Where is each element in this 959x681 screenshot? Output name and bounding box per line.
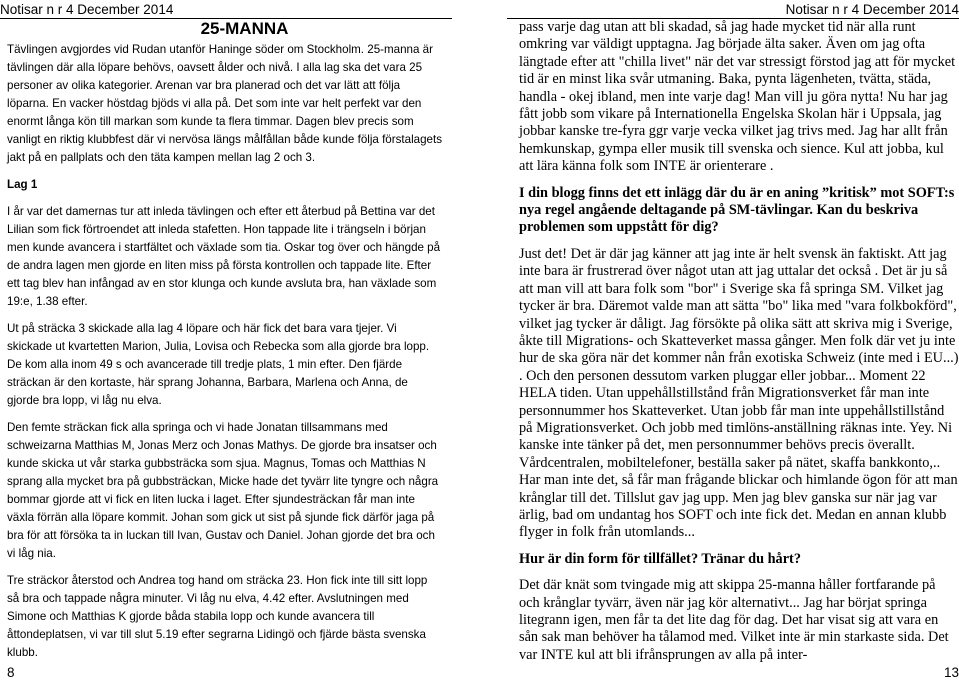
lag-heading: Lag 1 — [7, 178, 38, 191]
article-title: 25-MANNA — [200, 19, 289, 38]
right-header — [507, 0, 959, 19]
left-article — [0, 19, 452, 662]
interview-answer: Just det! Det är där jag känner att jag inte är helt svensk än faktiskt. Att jag inte bara är frustrerad över något utan att jag uttalar det också . Det är ju så att man vill att bara folk som "bor" i Sverige ska få springa SM. Vilket jag tycker är bra. Däremot valde man att sätta "bo" lika med "vara folkbokförd", vilket jag tycker är dåligt. Jag försökte på olika sätt att skriva mig i Sverige, åkte till Migrations- och Skatteverket massa gånger. Men folk där vet ju inte hur de ska göra när det kommer nån från exotiska Schweiz (inte med i EU...) . Och den personen dessutom varken pluggar eller jobbar... Moment 22 HELA tiden. Utan uppehållstillstånd från Migrationsverket får man inte personnummer hos Skatteverket. Utan jobb får man inte uppehållstillstånd på Migrationsverket. Och jobb med timlöns-anställning räknas inte. Yey. Ni kanske inte tänker på det, men personnummer behövs precis överallt. Vårdcentralen, mobiltelefoner, beställa saker på nätet, skaffa bankkonto,.. Har man inte det, så får man frågande blickar och himlande ögon för att man krånglar till det. Tillslut gav jag upp. Men jag blev ganska sur när jag var ärlig, bad om undantag hos SOFT och inte fick det. Medan en annan klubb flyger in folk från utomlands... — [519, 245, 959, 541]
page-number-left: 8 — [7, 665, 15, 680]
page-number-right: 13 — [943, 665, 959, 680]
article-paragraph: Den femte sträckan fick alla springa och vi hade Jonatan tillsammans med schweizarna Matthias M, Jonas Merz och Jonas Mathys. De gjorde bra insatser och kunde skicka ut vår starka gubbsträcka som sjua. Magnus, Tomas och Matthias N sprang alla mycket bra på gubbsträckan, Micke hade det tyvärr lite tyngre och några bommar gjorde att vi fick en liten lucka i laget. Efter sjundesträckan får man inte växla förrän alla löpare kommit. Johan som gick ut sist på sjunde fick därför jaga på bra för att försöka ta in luckan till Ivan, Gustav och Daniel. Johan gjorde det bra och vi låg nia. — [7, 421, 439, 560]
interview-answer: Det där knät som tvingade mig att skippa 25-manna håller fortfarande på och krånglar tyvärr, även när jag kör alternativt... Jag har börjat springa litegrann igen, men får ta det lite dag för dag. Det har visat sig att vara en sån sak man behöver ha tålamod med. Vilket inte är min starkaste sida. Det var INTE kul att bli ifrånsprungen av alla på inter- — [519, 577, 949, 663]
left-page — [0, 0, 452, 681]
header-title-left: Notisar n r 4 December 2014 — [0, 2, 174, 17]
right-article — [507, 19, 959, 664]
intro-paragraph: Tävlingen avgjordes vid Rudan utanför Haninge söder om Stockholm. 25-manna är tävlingen där alla löpare behövs, oavsett ålder och nivå. I alla lag ska det vara 25 personer av olika kategorier. Arenan var bra planerad och det var lätt att följa löparna. En vacker höstdag bjöds vi alla på. Det som inte var helt perfekt var den enormt långa kön till markan som kunde ta flera timmar. Dagen blev precis som vanligt en riktig klubbfest där vi nervösa längs målfållan både kunde följa förstalagets jakt på en pallplats och den täta kampen mellan lag 2 och 3. — [7, 43, 443, 164]
article-paragraph: Tre sträckor återstod och Andrea tog hand om sträcka 23. Hon fick inte till sitt lopp så bra och tappade några minuter. Vi låg nu elva, 4.42 efter. Avslutningen med Simone och Matthias K gjorde båda stabila lopp och kunde avancera till åttondeplatsen, vi var till slut 5.19 efter segrarna Lidingö och fjärde bästa svenska klubb. — [7, 574, 428, 659]
article-paragraph: I år var det damernas tur att inleda tävlingen och efter ett återbud på Bettina var det Lilian som fick förtroendet att inleda stafetten. Hon tappade lite i trängseln i början men kunde avancera i startfältet och växlade som tia. Oskar tog över och hängde på de andra lagen men gjorde en liten miss på första kontrollen och tappade lite. Efter ett tag blev han infångad av en stor klunga och kunde avsluta bra, han växlade som 19:e, 1.38 efter. — [7, 205, 441, 308]
right-page — [507, 0, 959, 681]
interview-question: Hur är din form för tillfället? Tränar du hårt? — [519, 550, 801, 567]
article-paragraph: Ut på sträcka 3 skickade alla lag 4 löpare och här fick det bara vara tjejer. Vi skickade ut kvartetten Marion, Julia, Lovisa och Rebecka som alla gjorde bra lopp. De kom alla inom 49 s och avancerade till tredje plats, 1 min efter. Den fjärde sträckan är den kortaste, här sprang Johanna, Barbara, Marlena och Anna, de gjorde bra lopp, vi låg nu elva. — [7, 322, 430, 407]
interview-question: I din blogg finns det ett inlägg där du är en aning ”kritisk” mot SOFT:s nya regel angående deltagande på SM-tävlingar. Kan du beskriva problemen som uppstått för dig? — [519, 184, 955, 236]
interview-intro: pass varje dag utan att bli skadad, så jag hade mycket tid när alla runt omkring var väldigt upptagna. Jag började älta saker. Även om jag ofta längtade efter att "chilla livet" när det var stressigt förstod jag att för mycket tid är en minst lika svår utmaning. Baka, pynta lägenheten, tvätta, städa, handla - okej ibland, men inte varje dag! Man vill ju göra nytta! Nu har jag fått jobb som vikare på Internationella Engelska Skolan här i Uppsala, jag jobbar kanske tre-fyra ggr varje vecka vilket jag trivs med. Jag har allt från hemkunskap, gympa eller musik till svenska och sience. Kul att jobba, kul att lära känna folk som INTE är orienterare . — [519, 19, 956, 175]
left-header — [0, 0, 452, 19]
header-title-right: Notisar n r 4 December 2014 — [785, 2, 959, 17]
